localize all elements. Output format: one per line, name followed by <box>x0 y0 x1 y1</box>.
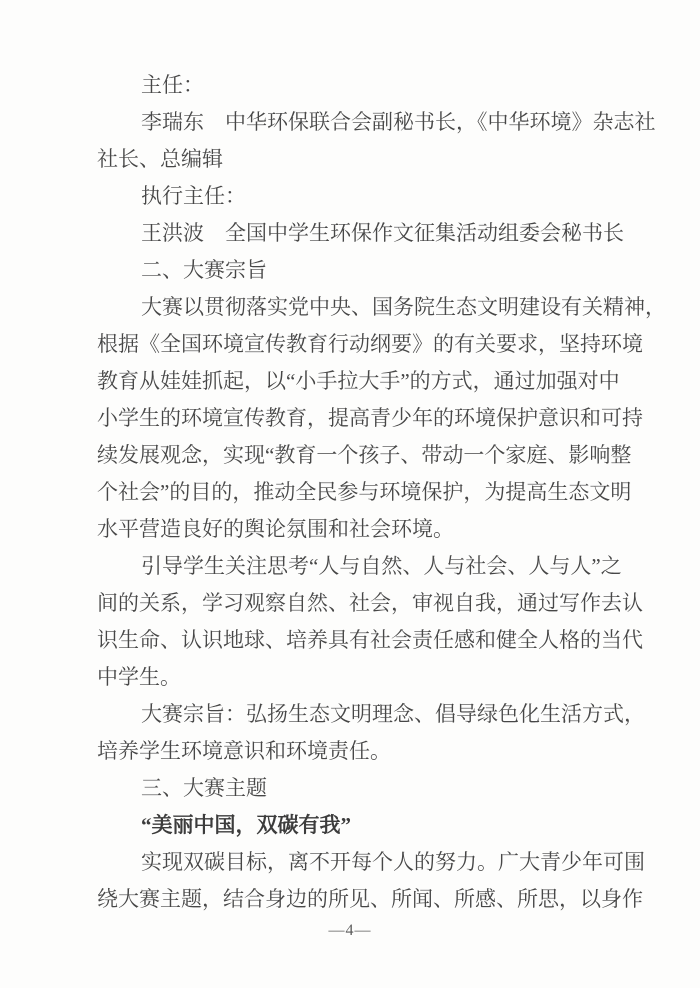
section-heading-purpose: 二、大赛宗旨 <box>141 258 267 282</box>
director-title-continued: 社长、总编辑 <box>97 147 223 171</box>
purpose-summary-line-1: 大赛宗旨：弘扬生态文明理念、倡导绿色化生活方式， <box>141 702 645 726</box>
document-body <box>97 67 666 918</box>
purpose-summary-line-2: 培养学生环境意识和环境责任。 <box>97 739 391 763</box>
executive-director-label: 执行主任： <box>141 184 246 208</box>
purpose-paragraph-line-1: 大赛以贯彻落实党中央、国务院生态文明建设有关精神， <box>141 295 666 319</box>
contest-theme-title: “美丽中国，双碳有我” <box>141 813 351 837</box>
committee-director-label: 主任： <box>141 73 204 97</box>
purpose-paragraph-line-4: 小学生的环境宣传教育，提高青少年的环境保护意识和可持 <box>97 406 643 430</box>
purpose-paragraph-line-7: 水平营造良好的舆论氛围和社会环境。 <box>97 517 454 541</box>
theme-paragraph-line-2: 绕大赛主题，结合身边的所见、所闻、所感、所思，以身作 <box>97 887 643 911</box>
guidance-paragraph-line-2: 间的关系，学习观察自然、社会，审视自我，通过写作去认 <box>97 591 643 615</box>
section-heading-theme: 三、大赛主题 <box>141 776 267 800</box>
purpose-paragraph-line-5: 续发展观念，实现“教育一个孩子、带动一个家庭、影响整 <box>97 443 632 467</box>
guidance-paragraph-line-4: 中学生。 <box>97 665 181 689</box>
purpose-paragraph-line-2: 根据《全国环境宣传教育行动纲要》的有关要求，坚持环境 <box>97 332 643 356</box>
purpose-paragraph-line-3: 教育从娃娃抓起，以“小手拉大手”的方式，通过加强对中 <box>97 369 620 393</box>
page-number: —4— <box>328 922 372 939</box>
purpose-paragraph-line-6: 个社会”的目的，推动全民参与环境保护，为提高生态文明 <box>97 480 632 504</box>
executive-director-name-title: 王洪波 全国中学生环保作文征集活动组委会秘书长 <box>141 221 624 245</box>
guidance-paragraph-line-1: 引导学生关注思考“人与自然、人与社会、人与人”之 <box>141 554 622 578</box>
guidance-paragraph-line-3: 识生命、认识地球、培养具有社会责任感和健全人格的当代 <box>97 628 643 652</box>
theme-paragraph-line-1: 实现双碳目标，离不开每个人的努力。广大青少年可围 <box>141 850 645 874</box>
director-name-title: 李瑞东 中华环保联合会副秘书长，《中华环境》杂志社 <box>141 110 656 134</box>
